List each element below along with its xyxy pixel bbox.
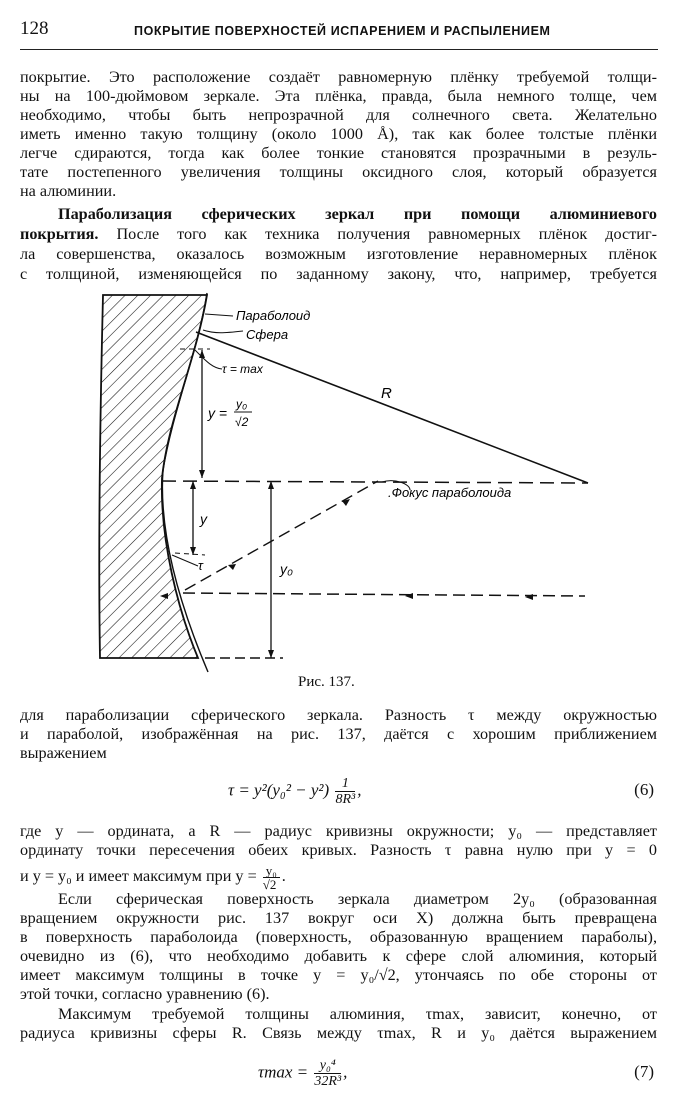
text-line: для параболизации сферического зеркала. Разность τ между окружностью [20, 706, 657, 724]
fraction-numerator: y₀⁴ [314, 1058, 341, 1074]
fraction-denominator: 32R³ [314, 1074, 342, 1089]
running-title: ПОКРЫТИЕ ПОВЕРХНОСТЕЙ ИСПАРЕНИЕМ И РАСПЫЛЕНИЕМ [134, 24, 551, 38]
text-line: необходимо, чтобы быть непрозрачной для солнечного света. Желательно [20, 106, 657, 124]
label-R: R [381, 385, 392, 402]
text-line: покрытие. Это расположение создаёт равномерную плёнку требуемой толщи- [20, 68, 657, 86]
text-line: ны на 100-дюймовом зеркале. Эта плёнка, правда, была немного толще, чем [20, 87, 657, 105]
text-line: ординату точки пересечения обеих кривых. Разность τ равна нулю при y = 0 [20, 841, 657, 859]
text-line: иметь именно такую толщину (около 1000 Å), так как более толстые плёнки [20, 125, 657, 143]
fraction-numerator: 1 [335, 776, 355, 792]
text-line: и параболой, изображённая на рис. 137, даётся с хорошим приближением [20, 725, 657, 743]
equation-7 [258, 1058, 347, 1089]
equation-7-tail: , [343, 1062, 348, 1082]
page-number: 128 [20, 18, 49, 39]
text-line: радиуса кривизны сферы R. Связь между τmax, R и y₀ даётся выражением [20, 1024, 657, 1042]
label-y0: y₀ [280, 561, 293, 577]
equation-7-number: (7) [634, 1062, 654, 1081]
figure-caption: Рис. 137. [298, 674, 355, 690]
inline-fraction [263, 864, 280, 891]
text-line: Максимум требуемой толщины алюминия, τmax, зависит, конечно, от [58, 1005, 657, 1023]
label-y-eq: y = [208, 405, 228, 421]
equation-6-fraction [335, 776, 355, 807]
section-heading: Параболизация сферических зеркал при помощи алюминиевого [58, 205, 657, 223]
text-line: на алюминии. [20, 182, 117, 200]
section-heading-end: покрытия. [20, 225, 99, 243]
fraction-denominator: √2 [262, 877, 277, 892]
text-line: вращением окружности рис. 137 вокруг оси X) должна быть превращена [20, 909, 657, 927]
equation-6-number: (6) [634, 780, 654, 799]
equation-7-fraction [314, 1058, 341, 1089]
text-line: выражением [20, 744, 107, 762]
label-sphere: Сфера [246, 327, 289, 342]
text-line: где y — ордината, а R — радиус кривизны окружности; y₀ — представляет [20, 822, 657, 840]
label-paraboloid: Параболоид [236, 308, 311, 323]
text-span: . [281, 867, 286, 886]
equation-6-tail: , [357, 780, 362, 800]
text-line: в поверхность параболоида (поверхность, образованную вращением параболы), [20, 928, 657, 946]
equation-7-lhs: τmax = [258, 1062, 309, 1082]
equation-6 [228, 776, 361, 807]
text-line [20, 863, 657, 892]
text-span: После того как техника получения равномерных плёнок достиг- [98, 225, 657, 243]
label-tau: τ [198, 558, 203, 573]
incident-ray [183, 593, 585, 596]
equation-6-lhs: τ = y²(y₀² − y²) [228, 780, 330, 800]
text-line: легче сдираются, тогда как более тонкие становятся прозрачными в резуль- [20, 144, 657, 162]
text-line: ла совершенства, оказалось возможным изготовление неравномерных плёнок [20, 245, 657, 263]
fraction-numerator: y₀ [263, 864, 280, 878]
text-line: этой точки, согласно уравнению (6). [20, 985, 270, 1003]
radius-line [196, 332, 588, 483]
text-line: очевидно из (6), что необходимо добавить к сфере слой алюминия, который [20, 947, 657, 965]
label-y-frac-den: √2 [235, 415, 249, 429]
text-line: имеет максимум толщины в точке y = y₀/√2, утончаясь по обе стороны от [20, 966, 657, 984]
text-line: с толщиной, изменяющейся по заданному закону, что, например, требуется [20, 265, 657, 283]
label-tau-max: τ = max [222, 362, 263, 376]
fraction-denominator: 8R³ [335, 792, 356, 807]
label-y-frac-num: y₀ [236, 397, 248, 411]
label-focus: .Фокус параболоида [388, 485, 512, 500]
label-y: y [200, 511, 207, 527]
text-span: и y = y₀ и имеет максимум при y = [20, 867, 257, 886]
text-line: тате постепенного увеличения толщины оксидного слоя, который образуется [20, 163, 657, 181]
text-line: Если сферическая поверхность зеркала диаметром 2y₀ (образованная [58, 890, 657, 908]
